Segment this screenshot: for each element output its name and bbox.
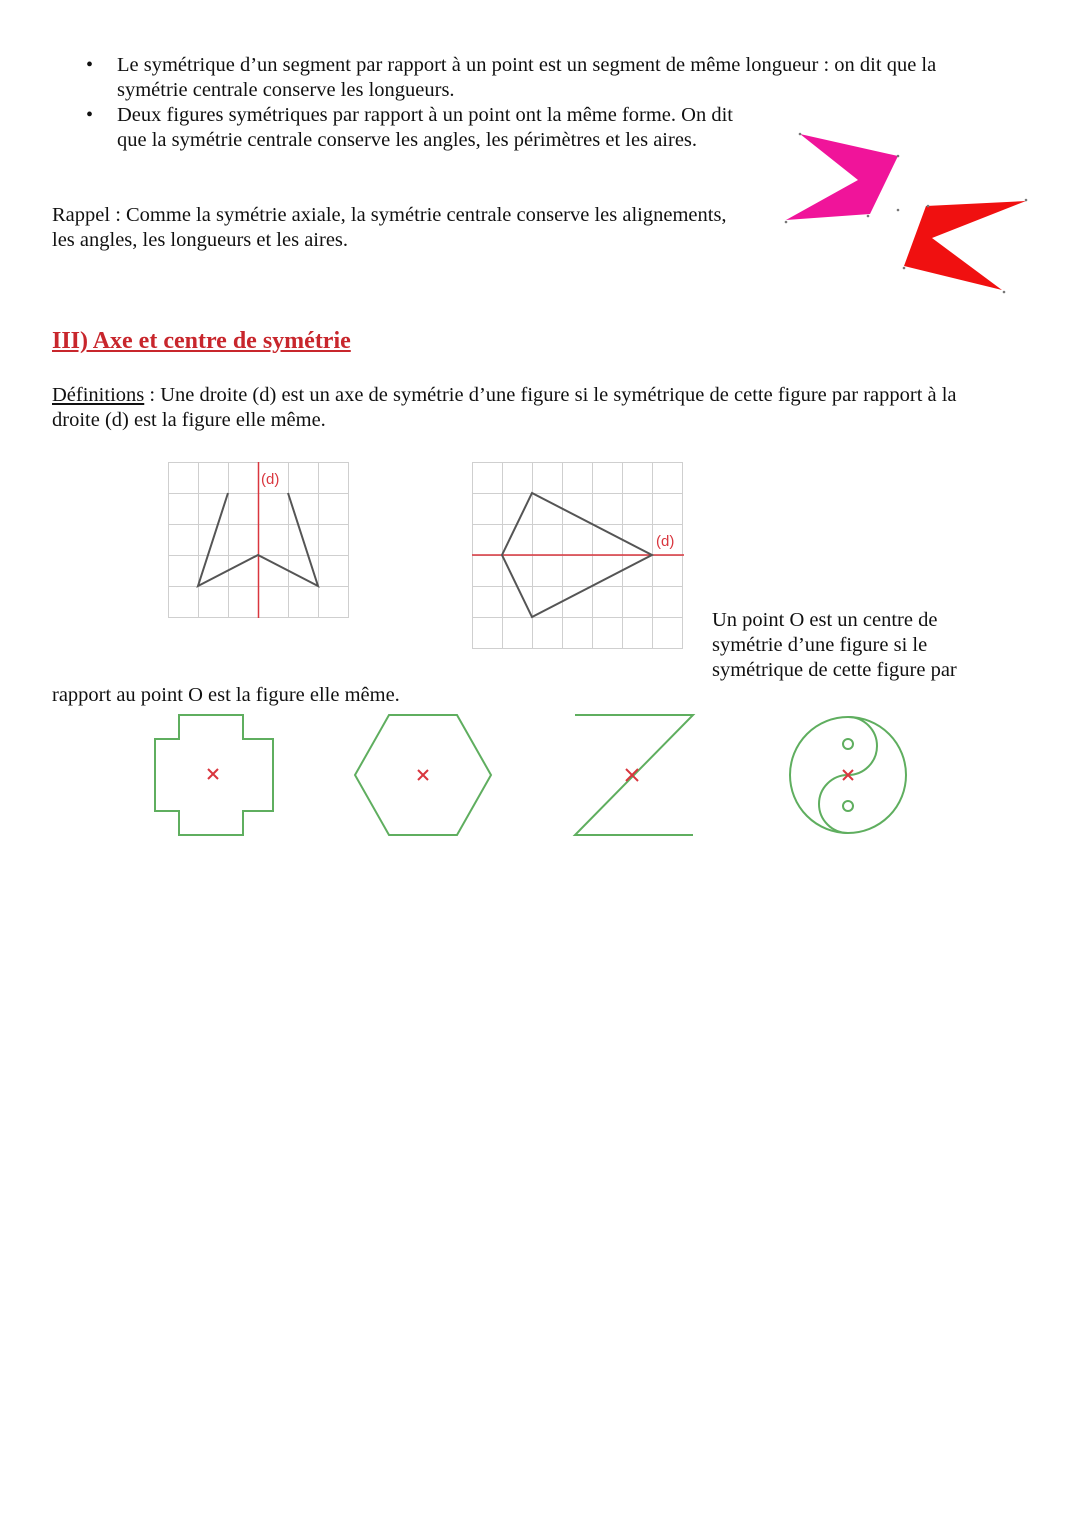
bullet-2 xyxy=(117,103,733,153)
bullet-2-line2: que la symétrie centrale conserve les angles, les périmètres et les aires. xyxy=(117,129,698,151)
bullet-1 xyxy=(117,53,936,103)
rappel-line2: les angles, les longueurs et les aires. xyxy=(52,229,349,251)
red-shape xyxy=(904,201,1026,290)
centre-mark xyxy=(208,769,218,779)
rappel xyxy=(52,203,727,253)
pink-shape xyxy=(786,134,898,220)
point-mark xyxy=(785,221,788,224)
bullet-1-line2: symétrie centrale conserve les longueurs. xyxy=(117,79,455,101)
point-mark xyxy=(903,267,906,270)
centre-line1: Un point O est un centre de xyxy=(712,609,938,631)
point-mark xyxy=(867,215,870,218)
centre-line2: symétrie d’une figure si le xyxy=(712,634,928,656)
centre-mark xyxy=(626,769,638,781)
axis-figure-vertical xyxy=(168,462,350,618)
central-symmetry-shapes xyxy=(780,128,1030,298)
section-title: III) Axe et centre de symétrie xyxy=(52,328,351,354)
definition-line1 xyxy=(52,383,1032,408)
point-mark xyxy=(897,209,900,212)
bullet-dot: • xyxy=(86,104,94,126)
definition-text: : Une droite (d) est un axe de symétrie d’une figure si le symétrique de cette figure par rapport à la xyxy=(144,384,957,406)
centre-figures xyxy=(150,710,930,850)
point-mark xyxy=(799,133,802,136)
rappel-line1: Rappel : Comme la symétrie axiale, la symétrie centrale conserve les alignements, xyxy=(52,204,727,226)
point-mark xyxy=(1025,199,1028,202)
point-mark xyxy=(897,155,900,158)
point-mark xyxy=(1003,291,1006,294)
bullet-dot: • xyxy=(86,54,94,76)
z-shape xyxy=(575,715,693,835)
centre-line3: symétrique de cette figure par xyxy=(712,659,957,681)
axis-label: (d) xyxy=(656,533,675,550)
point-mark xyxy=(927,205,930,208)
definition-label: Définitions xyxy=(52,384,145,406)
bullet-2-line1: Deux figures symétriques par rapport à un point ont la même forme. On dit xyxy=(117,104,733,126)
bullet-1-line1: Le symétrique d’un segment par rapport à un point est un segment de même longueur : on dit que la xyxy=(117,54,937,76)
axis-label: (d) xyxy=(261,471,280,488)
centre-paragraph xyxy=(712,608,957,683)
centre-mark xyxy=(418,770,428,780)
axis-figure-horizontal xyxy=(472,462,684,650)
definition xyxy=(52,383,1032,433)
definition-line2: droite (d) est la figure elle même. xyxy=(52,409,326,431)
centre-line4: rapport au point O est la figure elle même. xyxy=(52,684,400,706)
